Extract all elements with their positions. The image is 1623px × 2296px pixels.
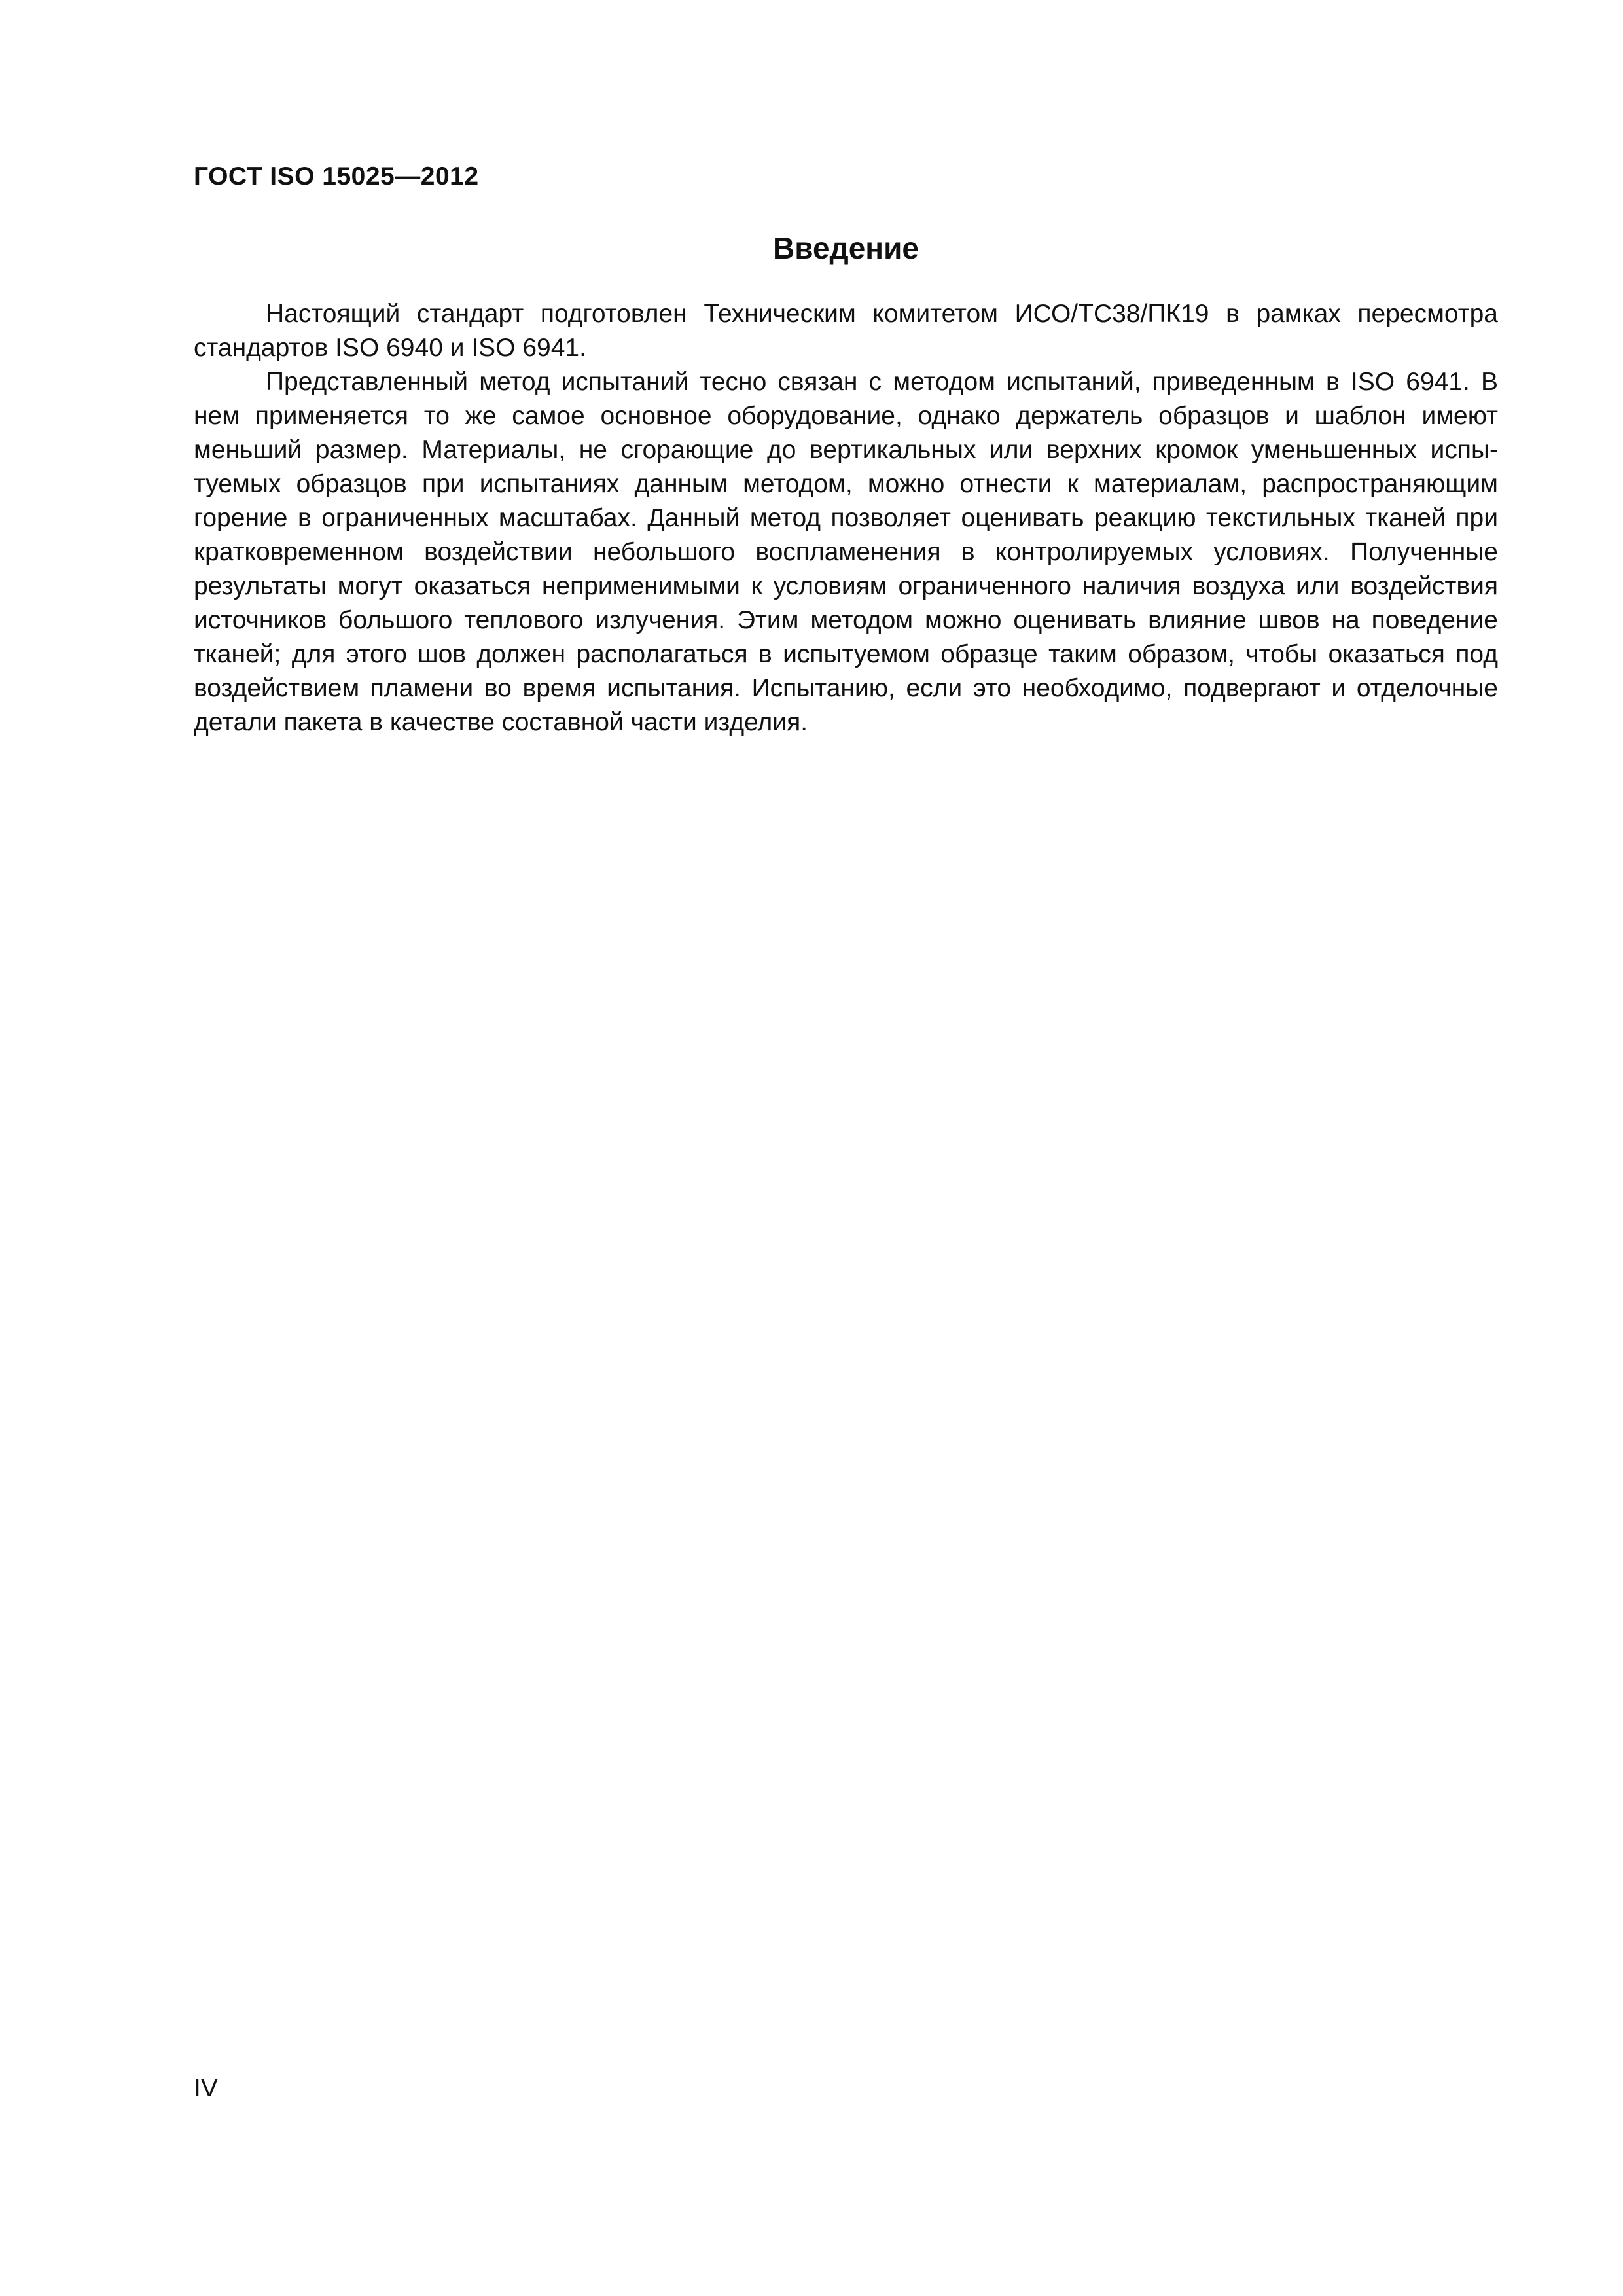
document-header: ГОСТ ISO 15025—2012 <box>194 162 479 190</box>
paragraph: Представленный метод испытаний тесно связан с методом испытаний, приведенным в ISO 6941. В нем применяется то же самое основное оборудование, однако держатель образцов и шаблон имеют меньший размер. Материалы, не сгорающие до вертикальных или верхних кромок уменьшенных испытуемых образцов при испытаниях данным методом, можно отнести к материалам, распространяющим горение в ограниченных масштабах. Данный метод позволяет оценивать реакцию текстильных тканей при кратковременном воздействии небольшого воспламенения в контролируемых условиях. Полученные результаты могут оказаться неприменимыми к условиям ограниченного наличия воздуха или воздействия источников большого теплового излучения. Этим методом можно оценивать влияние швов на поведение тканей; для этого шов должен располагаться в испытуемом образце таким образом, чтобы оказаться под воздействием пламени во время испытания. Испытанию, если это необходимо, подвергают и отделочные детали пакета в качестве составной части изделия. <box>194 368 1498 736</box>
body-text <box>194 297 1498 740</box>
page-number: IV <box>194 2074 218 2102</box>
section-title: Введение <box>773 231 919 265</box>
paragraph: Настоящий стандарт подготовлен Техническим комитетом ИСО/ТС38/ПК19 в рамках пересмотра стандартов ISO 6940 и ISO 6941. <box>194 300 1498 362</box>
